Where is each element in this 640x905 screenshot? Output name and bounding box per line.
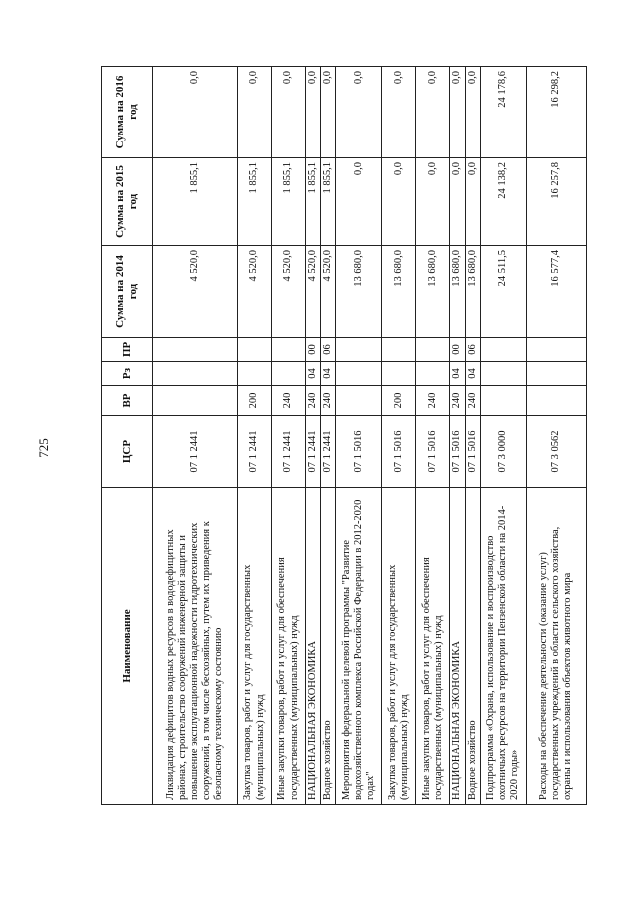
cell-pr <box>382 338 416 362</box>
table-row <box>153 67 238 805</box>
cell-vr: 240 <box>272 386 306 416</box>
cell-name: Водное хозяйство <box>321 488 336 805</box>
table-row <box>238 67 272 805</box>
cell-sum-2014: 13 680,0 <box>336 246 382 338</box>
cell-rz <box>480 362 526 386</box>
cell-sum-2014: 4 520,0 <box>272 246 306 338</box>
cell-rz <box>526 362 586 386</box>
header-name: Наименование <box>102 488 153 805</box>
cell-vr: 200 <box>382 386 416 416</box>
cell-vr: 240 <box>465 386 480 416</box>
cell-pr: 06 <box>321 338 336 362</box>
cell-rz <box>336 362 382 386</box>
header-sum-2015: Сумма на 2015 год <box>102 158 153 246</box>
cell-sum-2016: 0,0 <box>321 67 336 158</box>
cell-sum-2015: 24 138,2 <box>480 158 526 246</box>
page-number: 725 <box>36 438 51 458</box>
cell-csr: 07 1 5016 <box>336 416 382 488</box>
budget-table <box>101 66 587 805</box>
cell-name: Иные закупки товаров, работ и услуг для обеспечения государственных (муниципальных) нужд <box>416 488 450 805</box>
cell-name: Закупка товаров, работ и услуг для государственных (муниципальных) нужд <box>238 488 272 805</box>
cell-vr: 240 <box>416 386 450 416</box>
cell-csr: 07 1 2441 <box>321 416 336 488</box>
cell-csr: 07 1 5016 <box>416 416 450 488</box>
cell-csr: 07 3 0562 <box>526 416 586 488</box>
header-sum-2014: Сумма на 2014 год <box>102 246 153 338</box>
cell-pr: 00 <box>450 338 465 362</box>
header-pr: ПР <box>102 338 153 362</box>
cell-vr <box>480 386 526 416</box>
cell-sum-2014: 24 511,5 <box>480 246 526 338</box>
cell-sum-2015: 1 855,1 <box>321 158 336 246</box>
header-csr: ЦСР <box>102 416 153 488</box>
cell-rz <box>238 362 272 386</box>
cell-sum-2015: 1 855,1 <box>306 158 321 246</box>
cell-rz: 04 <box>321 362 336 386</box>
table-row <box>480 67 526 805</box>
cell-rz <box>382 362 416 386</box>
cell-sum-2016: 0,0 <box>238 67 272 158</box>
cell-sum-2014: 13 680,0 <box>382 246 416 338</box>
header-rz: Рз <box>102 362 153 386</box>
cell-rz <box>272 362 306 386</box>
header-vr: ВР <box>102 386 153 416</box>
cell-sum-2015: 16 257,8 <box>526 158 586 246</box>
table-row <box>306 67 321 805</box>
cell-vr <box>526 386 586 416</box>
header-row <box>102 67 153 805</box>
cell-name: НАЦИОНАЛЬНАЯ ЭКОНОМИКА <box>306 488 321 805</box>
cell-name: Закупка товаров, работ и услуг для государственных (муниципальных) нужд <box>382 488 416 805</box>
cell-csr: 07 1 2441 <box>306 416 321 488</box>
cell-rz: 04 <box>450 362 465 386</box>
cell-sum-2016: 0,0 <box>416 67 450 158</box>
cell-vr: 200 <box>238 386 272 416</box>
cell-pr <box>526 338 586 362</box>
cell-pr <box>153 338 238 362</box>
rotated-page <box>101 67 574 805</box>
table-row <box>450 67 465 805</box>
cell-pr <box>416 338 450 362</box>
cell-sum-2016: 0,0 <box>153 67 238 158</box>
cell-csr: 07 1 2441 <box>238 416 272 488</box>
cell-rz <box>416 362 450 386</box>
cell-sum-2014: 4 520,0 <box>321 246 336 338</box>
cell-pr: 00 <box>306 338 321 362</box>
cell-sum-2014: 16 577,4 <box>526 246 586 338</box>
cell-name: Ликвидация дефицитов водных ресурсов в вододефицитных районах, строительство сооружений инженерной защиты и повышение эксплуатационной надежности гидротехнических сооружений, в том числе бесхозяйных, путем их приведения к безопасному техническому состоянию <box>153 488 238 805</box>
table-row <box>526 67 586 805</box>
cell-csr: 07 3 0000 <box>480 416 526 488</box>
cell-csr: 07 1 5016 <box>382 416 416 488</box>
cell-sum-2016: 0,0 <box>382 67 416 158</box>
cell-sum-2016: 16 298,2 <box>526 67 586 158</box>
cell-sum-2014: 13 680,0 <box>416 246 450 338</box>
cell-pr <box>238 338 272 362</box>
table-row <box>336 67 382 805</box>
cell-csr: 07 1 5016 <box>450 416 465 488</box>
cell-sum-2015: 1 855,1 <box>272 158 306 246</box>
cell-sum-2015: 0,0 <box>336 158 382 246</box>
cell-sum-2016: 0,0 <box>336 67 382 158</box>
cell-sum-2015: 0,0 <box>416 158 450 246</box>
cell-pr <box>272 338 306 362</box>
cell-vr: 240 <box>321 386 336 416</box>
cell-sum-2015: 0,0 <box>450 158 465 246</box>
cell-rz <box>153 362 238 386</box>
table-row <box>382 67 416 805</box>
cell-csr: 07 1 5016 <box>465 416 480 488</box>
cell-sum-2015: 0,0 <box>465 158 480 246</box>
cell-csr: 07 1 2441 <box>272 416 306 488</box>
table-body <box>153 67 587 805</box>
cell-name: Водное хозяйство <box>465 488 480 805</box>
cell-sum-2014: 13 680,0 <box>465 246 480 338</box>
table-row <box>321 67 336 805</box>
cell-sum-2016: 0,0 <box>450 67 465 158</box>
cell-vr <box>153 386 238 416</box>
cell-sum-2015: 1 855,1 <box>153 158 238 246</box>
cell-sum-2014: 4 520,0 <box>306 246 321 338</box>
cell-name: Расходы на обеспечение деятельности (оказание услуг) государственных учреждений в области сельского хозяйства, охраны и использования объектов животного мира <box>526 488 586 805</box>
table-row <box>272 67 306 805</box>
cell-name: Иные закупки товаров, работ и услуг для обеспечения государственных (муниципальных) нужд <box>272 488 306 805</box>
cell-vr <box>336 386 382 416</box>
table-row <box>416 67 450 805</box>
cell-pr: 06 <box>465 338 480 362</box>
cell-sum-2015: 1 855,1 <box>238 158 272 246</box>
cell-name: Мероприятия федеральной целевой программы "Развитие водохозяйственного комплекса Российской Федерации в 2012-2020 годах" <box>336 488 382 805</box>
cell-vr: 240 <box>450 386 465 416</box>
cell-name: НАЦИОНАЛЬНАЯ ЭКОНОМИКА <box>450 488 465 805</box>
cell-sum-2014: 4 520,0 <box>153 246 238 338</box>
cell-sum-2016: 0,0 <box>272 67 306 158</box>
cell-rz: 04 <box>465 362 480 386</box>
cell-sum-2015: 0,0 <box>382 158 416 246</box>
cell-vr: 240 <box>306 386 321 416</box>
cell-rz: 04 <box>306 362 321 386</box>
table-row <box>465 67 480 805</box>
cell-name: Подпрограмма «Охрана, использование и воспроизводство охотничьих ресурсов на территории Пензенской области на 2014-2020 годы» <box>480 488 526 805</box>
cell-sum-2016: 0,0 <box>465 67 480 158</box>
cell-sum-2014: 13 680,0 <box>450 246 465 338</box>
cell-pr <box>336 338 382 362</box>
cell-csr: 07 1 2441 <box>153 416 238 488</box>
header-sum-2016: Сумма на 2016 год <box>102 67 153 158</box>
cell-sum-2016: 24 178,6 <box>480 67 526 158</box>
cell-sum-2014: 4 520,0 <box>238 246 272 338</box>
cell-sum-2016: 0,0 <box>306 67 321 158</box>
cell-pr <box>480 338 526 362</box>
